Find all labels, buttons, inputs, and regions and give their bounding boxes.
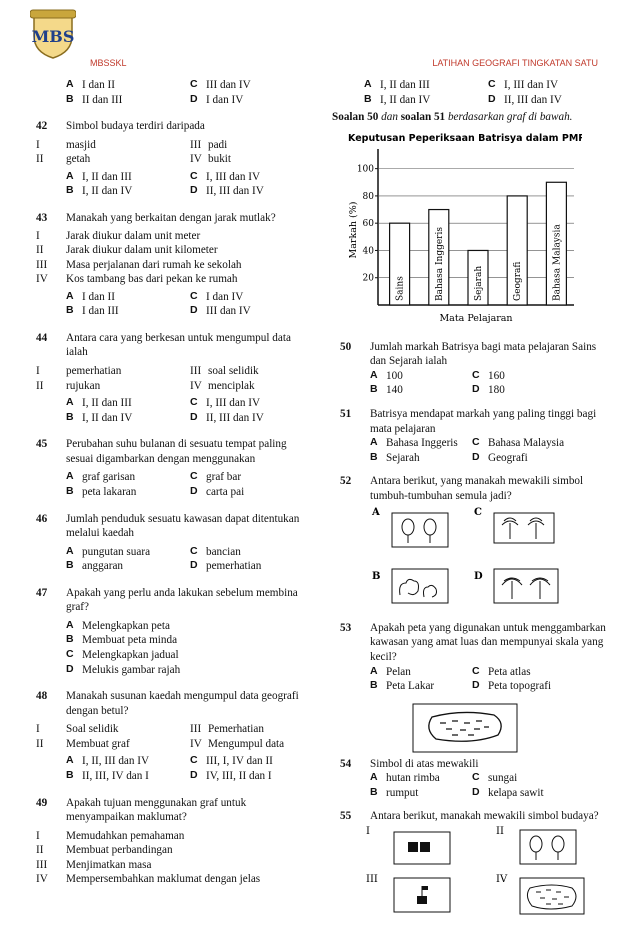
statement: I masjid (36, 138, 96, 151)
pic-label-d: D (474, 571, 483, 583)
option: C Bahasa Malaysia (472, 436, 565, 450)
option: B rumput (370, 785, 419, 799)
x-axis-label: Mata Pelajaran (439, 312, 513, 324)
question-text: Perubahan suhu bulanan di sesuatu tempat paling sesuai digambarkan dengan menggunakan (66, 438, 287, 465)
question-number: 54 (340, 757, 352, 770)
chart-title: Keputusan Peperiksaan Batrisya dalam PMR (348, 132, 582, 144)
option: C I, III dan IV (190, 396, 261, 410)
pic-label-c: C (474, 507, 482, 519)
question-text: Apakah yang perlu anda lakukan sebelum membina graf? (66, 586, 298, 614)
option: B anggaran (66, 559, 123, 573)
option: A hutan rimba (370, 771, 440, 785)
swamp-symbol-icon (412, 703, 518, 753)
option: A Bahasa Inggeris (370, 436, 458, 450)
question-number: 52 (340, 475, 352, 488)
option: A I dan II (66, 78, 115, 91)
option: A I, II dan III (66, 169, 132, 183)
header-title: LATIHAN GEOGRAFI TINGKATAN SATU (432, 58, 598, 68)
question-number: 55 (340, 810, 352, 823)
right-column (332, 78, 610, 929)
option: D carta pai (190, 484, 245, 498)
option: D pemerhatian (190, 559, 262, 573)
option: D IV, III, II dan I (190, 768, 272, 782)
question-text: Simbol di atas mewakili (370, 757, 479, 770)
pic-label-ii: II (496, 825, 504, 837)
question-text: Antara berikut, manakah mewakili simbol budaya? (370, 810, 599, 823)
school-logo (30, 6, 76, 60)
statement: IV Kos tambang bas dari pekan ke rumah (36, 273, 238, 286)
option: B I, II dan IV (66, 410, 133, 424)
question-number: 45 (36, 438, 48, 451)
option: D II, III dan IV (190, 184, 264, 198)
question-49 (36, 796, 302, 887)
tree-icon-a (392, 513, 448, 547)
question-52 (340, 474, 610, 612)
y-axis-label: Markah (%) (348, 201, 359, 259)
bar-label: Sains (395, 275, 406, 301)
palm-icon-c (494, 513, 554, 543)
swamp-icon-iv (520, 878, 584, 914)
option: C Melengkapkan jadual (66, 648, 179, 661)
option: C III, I, IV dan II (190, 754, 273, 768)
pic-label-b: B (372, 571, 381, 583)
option: A I, II dan III (66, 396, 132, 410)
bar-label: Bahasa Inggeris (434, 226, 445, 301)
statement: IV bukit (190, 153, 231, 166)
option: A I dan II (66, 289, 115, 303)
option: B Membuat peta minda (66, 633, 178, 647)
culture-symbols (364, 824, 624, 920)
y-tick-label: 40 (362, 246, 374, 257)
option: B II, III, IV dan I (66, 768, 149, 782)
question-48 (36, 689, 302, 783)
question-number: 51 (340, 407, 352, 420)
option: D Geografi (472, 450, 528, 464)
svg-text:MBS: MBS (31, 27, 75, 46)
question-text: Antara berikut, yang manakah mewakili simbol tumbuh-tumbuhan semula jadi? (370, 475, 584, 502)
question-54 (340, 757, 610, 801)
question-51 (340, 407, 610, 465)
option: B peta lakaran (66, 484, 137, 498)
school-flag-icon-iii (394, 878, 450, 912)
statement: III padi (190, 138, 228, 151)
option: B I dan III (66, 304, 119, 318)
question-49-options (364, 78, 610, 107)
y-tick-label: 100 (356, 164, 374, 175)
option: C III dan IV (190, 78, 251, 91)
statement: II Membuat perbandingan (36, 844, 173, 857)
question-number: 48 (36, 690, 48, 703)
question-44 (36, 331, 302, 425)
option: B Sejarah (370, 450, 420, 464)
statement: III Pemerhatian (190, 723, 264, 736)
statement: III Menjimatkan masa (36, 858, 152, 871)
statement: II getah (36, 153, 91, 166)
option: C graf bar (190, 470, 242, 484)
option: B I, II dan IV (364, 92, 431, 106)
question-text: Jumlah penduduk sesuatu kawasan dapat ditentukan melalui kaedah (66, 512, 300, 540)
question-47 (36, 586, 302, 677)
option: D II, III dan IV (190, 410, 264, 424)
statement: I Soal selidik (36, 723, 119, 736)
question-text: Antara cara yang berkesan untuk mengumpul data ialah (66, 331, 291, 359)
statement: III soal selidik (190, 365, 259, 377)
statement: III Masa perjalanan dari rumah ke sekolah (36, 258, 242, 271)
page-header (0, 0, 638, 80)
question-number: 43 (36, 211, 48, 224)
option: A I, II dan III (364, 78, 430, 91)
statement: I Jarak diukur dalam unit meter (36, 229, 201, 242)
header-school-code: MBSSKL (90, 58, 127, 68)
shrub-icon-b (392, 569, 448, 603)
question-number: 46 (36, 512, 48, 525)
statement: I pemerhatian (36, 365, 122, 377)
statement: II rujukan (36, 379, 101, 392)
question-55 (340, 809, 610, 920)
option: D kelapa sawit (472, 785, 544, 799)
statement: II Jarak diukur dalam unit kilometer (36, 244, 218, 257)
question-text: Simbol budaya terdiri daripada (66, 120, 205, 133)
question-text: Batrisya mendapat markah yang paling tinggi bagi mata pelajaran (370, 407, 597, 435)
option: A Melengkapkan peta (66, 618, 170, 632)
question-number: 44 (36, 331, 48, 344)
option: A 100 (370, 368, 403, 382)
option: A Pelan (370, 664, 411, 678)
option: A graf garisan (66, 470, 136, 484)
option: A pungutan suara (66, 544, 151, 558)
question-number: 53 (340, 621, 352, 634)
question-42 (36, 119, 302, 199)
question-number: 50 (340, 340, 352, 353)
chart-instruction: Soalan 50 dan soalan 51 berdasarkan graf di bawah. (332, 111, 573, 124)
y-tick-label: 80 (362, 191, 374, 202)
question-text: Manakah yang berkaitan dengan jarak mutlak? (66, 211, 276, 224)
bar-chart (344, 129, 582, 334)
question-number: 47 (36, 586, 48, 599)
question-53 (340, 621, 610, 694)
option: D Peta topografi (472, 679, 552, 693)
statement: IV menciplak (190, 379, 255, 392)
building-icon-i (394, 832, 450, 864)
option: B Peta Lakar (370, 679, 435, 693)
statement: II Membuat graf (36, 737, 130, 750)
question-45 (36, 437, 302, 499)
option: C bancian (190, 544, 241, 558)
option: C sungai (472, 771, 518, 785)
pic-label-iii: III (366, 873, 378, 885)
option: C I, III dan IV (488, 78, 559, 91)
option: C 160 (472, 368, 505, 382)
option: A I, II, III dan IV (66, 754, 150, 768)
option: B I, II dan IV (66, 184, 133, 198)
question-43 (36, 211, 302, 319)
question-text: Apakah tujuan menggunakan graf untuk menyampaikan maklumat? (66, 796, 247, 824)
statement: IV Mempersembahkan maklumat dengan jelas (36, 873, 261, 886)
pic-label-iv: IV (496, 873, 508, 885)
statement: I Memudahkan pemahaman (36, 829, 185, 842)
y-tick-label: 20 (362, 273, 374, 284)
left-column (36, 78, 302, 896)
pic-label-a: A (372, 507, 380, 519)
bar-label: Sejarah (474, 265, 484, 301)
option: D I dan IV (190, 92, 244, 106)
statement: IV Mengumpul data (190, 737, 285, 750)
option: C I, III dan IV (190, 169, 261, 183)
question-number: 49 (36, 796, 48, 809)
option: D Melukis gambar rajah (66, 662, 181, 676)
option: D 180 (472, 383, 505, 397)
option: D II, III dan IV (488, 92, 562, 106)
option: D III dan IV (190, 304, 251, 318)
bar-label: Bahasa Malaysia (552, 223, 563, 301)
option: B 140 (370, 383, 403, 397)
chart-svg (344, 129, 582, 334)
option: C Peta atlas (472, 664, 531, 678)
tree-icon-ii (520, 830, 576, 864)
option: B II dan III (66, 92, 123, 106)
question-46 (36, 512, 302, 574)
question-text: Apakah peta yang digunakan untuk menggambarkan kawasan yang amat luas dan mempunyai skala yang kecil? (370, 621, 606, 663)
option: C I dan IV (190, 289, 244, 303)
question-41-options (36, 78, 302, 107)
palm-icon-d (494, 569, 558, 603)
pic-label-i: I (366, 825, 370, 837)
bar-label: Geografi (513, 261, 524, 301)
question-text: Jumlah markah Batrisya bagi mata pelajaran Sains dan Sejarah ialah (370, 340, 597, 368)
question-text: Manakah susunan kaedah mengumpul data geografi dengan betul? (66, 690, 299, 717)
vegetation-symbols (370, 503, 570, 607)
y-tick-label: 60 (362, 218, 374, 229)
question-50 (340, 340, 610, 398)
question-number: 42 (36, 120, 48, 133)
